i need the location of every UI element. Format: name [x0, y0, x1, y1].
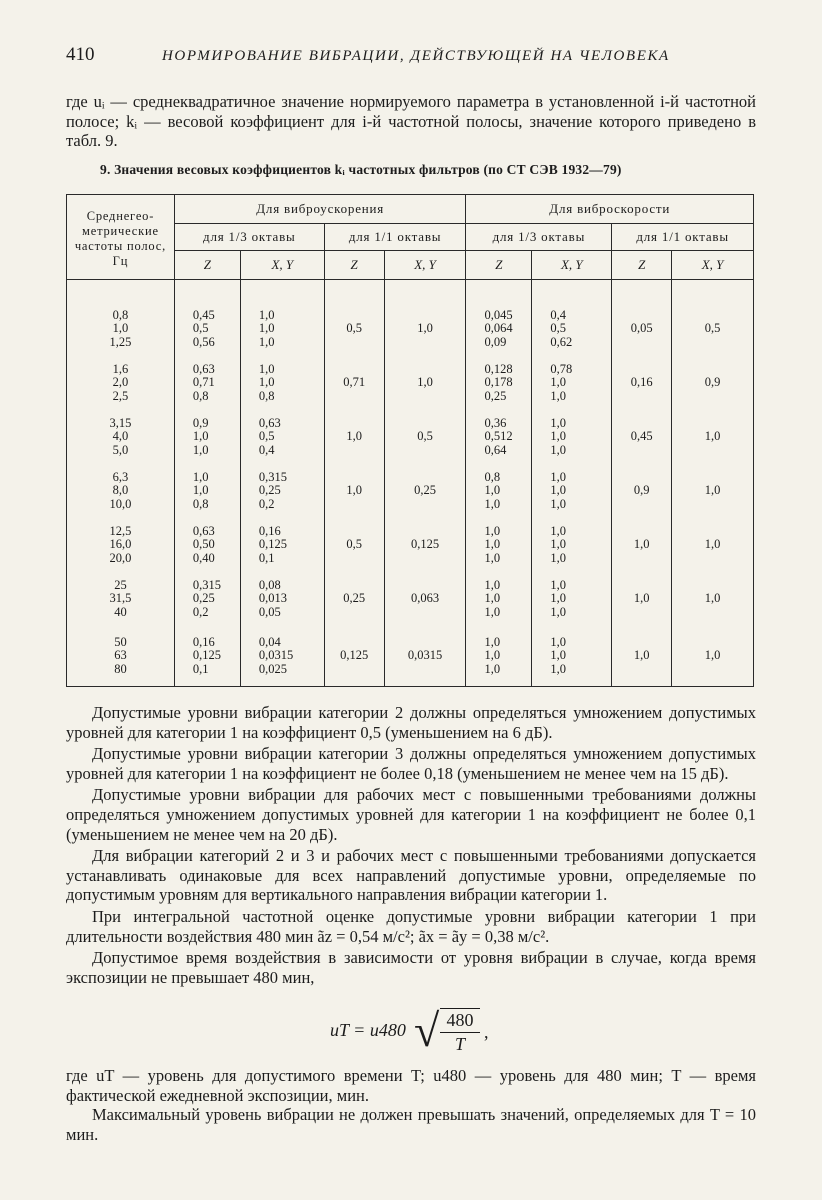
after-formula-text: [66, 1066, 756, 1144]
paragraph: Допустимые уровни вибрации для рабочих мест с повышенными требованиями должны определяться умножением допустимых уровней для категории 1 на коэффициент не более 0,1 (уменьшением не менее чем на 20 дБ).: [66, 785, 756, 844]
velocity-third-octave-header: для 1/3 октавы: [466, 224, 612, 251]
cell-value: 0,0315: [258, 648, 294, 663]
cell-value: 1,0: [550, 537, 567, 552]
table-cell-a3xy: [240, 626, 324, 687]
table-cell-a1z: 0,5: [324, 280, 384, 357]
body-text: [66, 703, 756, 989]
table-cell-a3z: [174, 410, 240, 464]
table-cell-a1xy: 0,063: [384, 572, 466, 626]
cell-value: 1,0: [550, 496, 567, 511]
table-cell-a3xy: [240, 280, 324, 357]
cell-value: 1,6: [112, 362, 129, 377]
table-cell-v3xy: [532, 356, 612, 410]
cell-value: 1,0: [112, 321, 129, 336]
cell-value: 40: [114, 604, 127, 619]
cell-value: 0,5: [192, 321, 209, 336]
cell-value: 0,045: [484, 308, 513, 323]
formula-numerator: 480: [440, 1008, 480, 1033]
group-velocity-header: Для виброскорости: [466, 195, 754, 224]
cell-value: 0,9: [192, 416, 209, 431]
table-row: [67, 572, 754, 626]
cell-value: 5,0: [112, 442, 129, 457]
cell-value: 0,4: [258, 442, 275, 457]
table-cell-a3z: [174, 518, 240, 572]
cell-value: 0,40: [192, 550, 215, 565]
cell-value: 1,0: [484, 483, 501, 498]
cell-value: 1,0: [484, 591, 501, 606]
table-cell-f: [67, 280, 175, 357]
table-cell-a3xy: [240, 518, 324, 572]
cell-value: 25: [114, 578, 127, 593]
table-cell-v3z: [466, 518, 532, 572]
cell-value: 2,5: [112, 388, 129, 403]
col-xy-header: X, Y: [240, 251, 324, 280]
table-cell-a1z: 0,71: [324, 356, 384, 410]
cell-value: 0,36: [484, 416, 507, 431]
cell-value: 0,63: [258, 416, 281, 431]
table-cell-a1z: 0,125: [324, 626, 384, 687]
cell-value: 0,16: [192, 635, 215, 650]
cell-value: 1,0: [550, 524, 567, 539]
cell-value: 0,8: [484, 470, 501, 485]
table-cell-v3xy: [532, 410, 612, 464]
cell-value: 50: [114, 635, 127, 650]
table-cell-v1xy: 0,9: [672, 356, 754, 410]
formula-comma: ,: [484, 1022, 489, 1042]
table-cell-a1z: 1,0: [324, 464, 384, 518]
cell-value: 0,1: [192, 661, 209, 676]
cell-value: 1,0: [550, 483, 567, 498]
table-cell-v1z: 0,45: [612, 410, 672, 464]
table-cell-v3xy: [532, 464, 612, 518]
cell-value: 0,71: [192, 375, 215, 390]
cell-value: 1,0: [258, 308, 275, 323]
cell-value: 1,0: [484, 635, 501, 650]
table-cell-v3z: [466, 626, 532, 687]
cell-value: 1,0: [484, 537, 501, 552]
cell-value: 0,178: [484, 375, 513, 390]
cell-value: 1,0: [258, 362, 275, 377]
cell-value: 1,0: [484, 661, 501, 676]
cell-value: 3,15: [109, 416, 132, 431]
cell-value: 2,0: [112, 375, 129, 390]
cell-value: 1,0: [550, 375, 567, 390]
cell-value: 1,0: [484, 524, 501, 539]
cell-value: 12,5: [109, 524, 132, 539]
cell-value: 0,50: [192, 537, 215, 552]
cell-value: 0,013: [258, 591, 287, 606]
cell-value: 0,16: [258, 524, 281, 539]
table-cell-v1xy: 1,0: [672, 626, 754, 687]
cell-value: 1,0: [550, 635, 567, 650]
table-cell-v1z: 1,0: [612, 572, 672, 626]
table-cell-a1z: 0,25: [324, 572, 384, 626]
cell-value: 80: [114, 661, 127, 676]
cell-value: 0,125: [192, 648, 222, 663]
intro-paragraph: где uᵢ — среднеквадратичное значение нормируемого параметра в установленной i-й частотной полосе; kᵢ — весовой коэффициент для i-й частотной полосы, значение которого приведено в табл. 9.: [66, 92, 756, 150]
cell-value: 1,0: [550, 578, 567, 593]
cell-value: 0,05: [258, 604, 281, 619]
cell-value: 6,3: [112, 470, 129, 485]
table-cell-f: [67, 464, 175, 518]
velocity-full-octave-header: для 1/1 октавы: [612, 224, 754, 251]
cell-value: 0,5: [550, 321, 567, 336]
col-xy-header: X, Y: [672, 251, 754, 280]
cell-value: 16,0: [109, 537, 132, 552]
table-row: [67, 464, 754, 518]
table-cell-f: [67, 572, 175, 626]
table-cell-a1xy: 1,0: [384, 280, 466, 357]
table-cell-v3z: [466, 356, 532, 410]
formula-denominator: T: [454, 1034, 465, 1054]
table-cell-v1xy: 1,0: [672, 572, 754, 626]
cell-value: 0,63: [192, 524, 215, 539]
cell-value: 0,128: [484, 362, 513, 377]
cell-value: 4,0: [112, 429, 129, 444]
cell-value: 0,25: [258, 483, 281, 498]
accel-full-octave-header: для 1/1 октавы: [324, 224, 466, 251]
col-xy-header: X, Y: [384, 251, 466, 280]
cell-value: 8,0: [112, 483, 129, 498]
table-cell-f: [67, 518, 175, 572]
table-cell-v3z: [466, 280, 532, 357]
table-cell-a1z: 0,5: [324, 518, 384, 572]
table-cell-v3z: [466, 410, 532, 464]
cell-value: 1,25: [109, 334, 132, 349]
table-cell-v1z: 0,05: [612, 280, 672, 357]
cell-value: 1,0: [550, 591, 567, 606]
paragraph: Допустимые уровни вибрации категории 3 должны определяться умножением допустимых уровней для категории 1 на коэффициент не более 0,18 (уменьшением не менее чем на 15 дБ).: [66, 744, 756, 783]
table-cell-v3xy: [532, 280, 612, 357]
table-cell-v3xy: [532, 518, 612, 572]
table-body: [67, 280, 754, 687]
cell-value: 0,62: [550, 334, 573, 349]
cell-value: 1,0: [484, 604, 501, 619]
cell-value: 0,45: [192, 308, 215, 323]
col-z-header: Z: [612, 251, 672, 280]
cell-value: 20,0: [109, 550, 132, 565]
cell-value: 63: [114, 648, 127, 663]
accel-third-octave-header: для 1/3 октавы: [174, 224, 324, 251]
table-cell-v1z: 0,16: [612, 356, 672, 410]
cell-value: 1,0: [484, 496, 501, 511]
cell-value: 0,064: [484, 321, 513, 336]
table-cell-a3xy: [240, 464, 324, 518]
paragraph: При интегральной частотной оценке допустимые уровни вибрации категории 1 при длительности воздействия 480 мин ãz = 0,54 м/с²; ãx = ãy = 0,38 м/с².: [66, 906, 756, 946]
table-cell-f: [67, 626, 175, 687]
table-cell-a3z: [174, 356, 240, 410]
table-cell-a1xy: 0,25: [384, 464, 466, 518]
cell-value: 0,8: [112, 308, 129, 323]
col-z-header: Z: [466, 251, 532, 280]
table-cell-v1z: 0,9: [612, 464, 672, 518]
table-cell-v1z: 1,0: [612, 626, 672, 687]
cell-value: 0,5: [258, 429, 275, 444]
cell-value: 0,04: [258, 635, 281, 650]
col-xy-header: X, Y: [532, 251, 612, 280]
cell-value: 1,0: [484, 648, 501, 663]
cell-value: 0,8: [192, 496, 209, 511]
cell-value: 0,025: [258, 661, 287, 676]
table-row: [67, 356, 754, 410]
freq-column-header: Среднегео-метрические частоты полос, Гц: [67, 195, 175, 280]
paragraph: Для вибрации категорий 2 и 3 и рабочих мест с повышенными требованиями допускается устанавливать одинаковые для всех направлений допустимые уровни, определяемые по допустимым уровням для вертикального направления вибрации категории 1.: [66, 846, 756, 905]
table-row: [67, 410, 754, 464]
table-cell-a1z: 1,0: [324, 410, 384, 464]
cell-value: 0,25: [484, 388, 507, 403]
col-z-header: Z: [174, 251, 240, 280]
cell-value: 10,0: [109, 496, 132, 511]
cell-value: 1,0: [550, 416, 567, 431]
table-cell-a1xy: 1,0: [384, 356, 466, 410]
cell-value: 0,56: [192, 334, 215, 349]
cell-value: 1,0: [484, 578, 501, 593]
cell-value: 1,0: [258, 321, 275, 336]
radical-sign: √: [414, 1005, 440, 1056]
table-caption: 9. Значения весовых коэффициентов kᵢ частотных фильтров (по СТ СЭВ 1932—79): [100, 162, 622, 177]
table-cell-v1xy: 1,0: [672, 518, 754, 572]
cell-value: 0,315: [192, 578, 222, 593]
table-cell-a3xy: [240, 410, 324, 464]
cell-value: 0,25: [192, 591, 215, 606]
table-row: [67, 518, 754, 572]
table-cell-a1xy: 0,0315: [384, 626, 466, 687]
table-cell-f: [67, 356, 175, 410]
cell-value: 1,0: [192, 483, 209, 498]
cell-value: 1,0: [550, 470, 567, 485]
paragraph: Максимальный уровень вибрации не должен превышать значений, определяемых для T = 10 мин.: [66, 1105, 756, 1144]
cell-value: 0,64: [484, 442, 507, 457]
table-cell-v3z: [466, 572, 532, 626]
cell-value: 1,0: [258, 334, 275, 349]
table-cell-f: [67, 410, 175, 464]
cell-value: 0,315: [258, 470, 287, 485]
table-cell-v1xy: 1,0: [672, 464, 754, 518]
table-cell-v3xy: [532, 572, 612, 626]
table-cell-v1xy: 0,5: [672, 280, 754, 357]
table-cell-v1xy: 1,0: [672, 410, 754, 464]
table-cell-v3xy: [532, 626, 612, 687]
paragraph: Допустимое время воздействия в зависимости от уровня вибрации в случае, когда время экспозиции не превышает 480 мин,: [66, 948, 756, 987]
cell-value: 1,0: [550, 429, 567, 444]
cell-value: 0,8: [258, 388, 275, 403]
cell-value: 1,0: [484, 550, 501, 565]
cell-value: 1,0: [550, 648, 567, 663]
table-row: [67, 626, 754, 687]
weighting-coefficients-table: [66, 194, 754, 687]
table-cell-a3xy: [240, 356, 324, 410]
cell-value: 0,2: [258, 496, 275, 511]
cell-value: 1,0: [258, 375, 275, 390]
table-cell-a3z: [174, 464, 240, 518]
group-accel-header: Для виброускорения: [174, 195, 466, 224]
formula-fraction: [440, 1008, 480, 1055]
paragraph: где uT — уровень для допустимого времени T; u480 — уровень для 480 мин; T — время фактической ежедневной экспозиции, мин.: [66, 1066, 756, 1105]
cell-value: 31,5: [109, 591, 132, 606]
cell-value: 0,09: [484, 334, 507, 349]
cell-value: 0,2: [192, 604, 209, 619]
cell-value: 1,0: [550, 388, 567, 403]
cell-value: 0,4: [550, 308, 567, 323]
table-cell-v3z: [466, 464, 532, 518]
cell-value: 1,0: [550, 661, 567, 676]
cell-value: 1,0: [192, 429, 209, 444]
table-row: [67, 280, 754, 357]
table-cell-a3z: [174, 280, 240, 357]
table-cell-v1z: 1,0: [612, 518, 672, 572]
formula-lhs: uT = u480: [330, 1020, 406, 1040]
table-cell-a3xy: [240, 572, 324, 626]
cell-value: 0,63: [192, 362, 215, 377]
cell-value: 1,0: [550, 604, 567, 619]
cell-value: 0,08: [258, 578, 281, 593]
page-number: 410: [66, 44, 95, 65]
cell-value: 0,1: [258, 550, 275, 565]
table-cell-a1xy: 0,5: [384, 410, 466, 464]
cell-value: 1,0: [192, 470, 209, 485]
cell-value: 1,0: [550, 442, 567, 457]
cell-value: 0,78: [550, 362, 573, 377]
running-title: НОРМИРОВАНИЕ ВИБРАЦИИ, ДЕЙСТВУЮЩЕЙ НА ЧЕЛОВЕКА: [162, 48, 670, 64]
table-cell-a3z: [174, 572, 240, 626]
table-cell-a3z: [174, 626, 240, 687]
table-cell-a1xy: 0,125: [384, 518, 466, 572]
cell-value: 0,512: [484, 429, 513, 444]
cell-value: 1,0: [550, 550, 567, 565]
cell-value: 0,8: [192, 388, 209, 403]
col-z-header: Z: [324, 251, 384, 280]
paragraph: Допустимые уровни вибрации категории 2 должны определяться умножением допустимых уровней для категории 1 на коэффициент 0,5 (уменьшением на 6 дБ).: [66, 703, 756, 742]
cell-value: 0,125: [258, 537, 287, 552]
cell-value: 1,0: [192, 442, 209, 457]
